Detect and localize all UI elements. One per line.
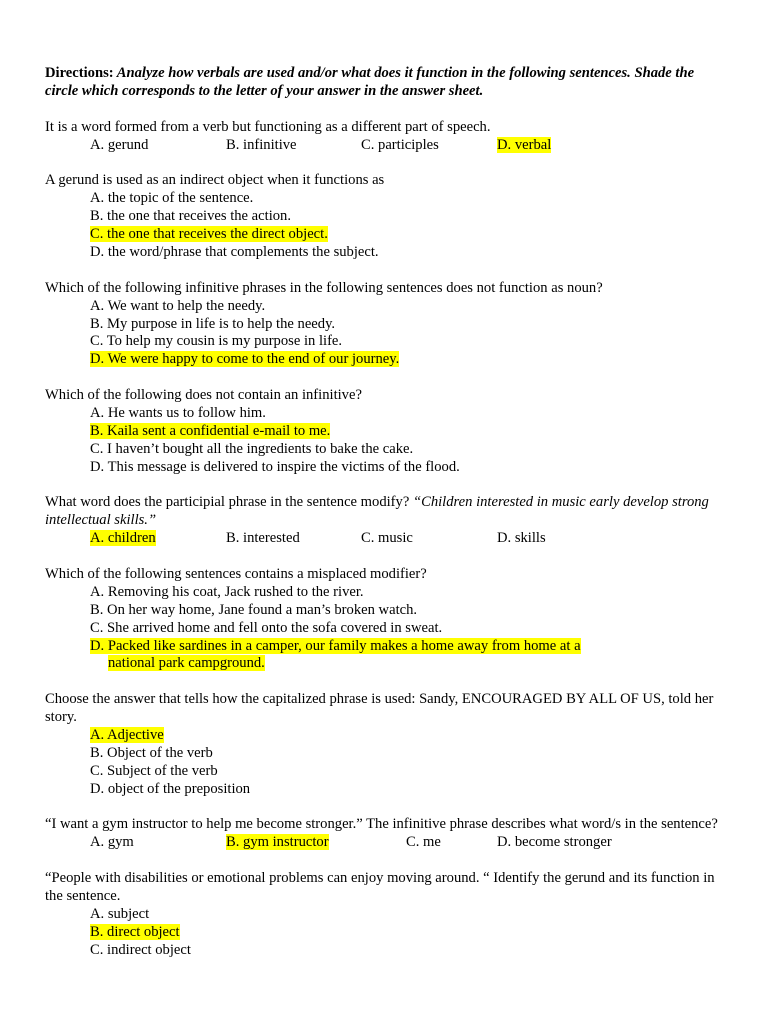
- question-text: Which of the following sentences contains a misplaced modifier?: [45, 565, 427, 582]
- question-text: “I want a gym instructor to help me become stronger.” The infinitive phrase describes what word/s in the sentence?: [45, 816, 718, 833]
- option-c: C. me: [406, 834, 441, 851]
- option-a: A. gerund: [90, 136, 149, 153]
- option-c: C. She arrived home and fell onto the sofa covered in sweat.: [90, 619, 443, 636]
- option-b: B. On her way home, Jane found a man’s broken watch.: [90, 601, 418, 618]
- option-c: C. To help my cousin is my purpose in life.: [90, 333, 343, 350]
- directions: [45, 65, 725, 101]
- question-prompt: What word does the participial phrase in the sentence modify?: [45, 494, 413, 511]
- question-1: [45, 119, 725, 155]
- option-b: B. Object of the verb: [90, 744, 213, 761]
- question-text: Choose the answer that tells how the capitalized phrase is used: Sandy, ENCOURAGED BY ALL OF US, told her story.: [45, 691, 714, 726]
- question-6: [45, 566, 725, 673]
- option-d: D. object of the preposition: [90, 780, 251, 797]
- question-2: [45, 172, 725, 262]
- option-a-answer: A. children: [90, 530, 156, 547]
- question-5: [45, 494, 725, 548]
- question-text: Which of the following does not contain an infinitive?: [45, 387, 362, 404]
- option-d: D. the word/phrase that complements the subject.: [90, 244, 379, 261]
- options-list: [45, 298, 725, 370]
- question-9: [45, 870, 725, 960]
- question-text: It is a word formed from a verb but functioning as a different part of speech.: [45, 118, 491, 135]
- options-list: [45, 405, 725, 477]
- option-b: B. interested: [226, 530, 300, 547]
- options-row: [45, 834, 725, 852]
- option-a-answer: A. Adjective: [90, 726, 164, 743]
- option-b: B. the one that receives the action.: [90, 208, 291, 225]
- options-row: [45, 530, 725, 548]
- option-a: A. gym: [90, 834, 134, 851]
- option-b: B. infinitive: [226, 136, 297, 153]
- option-a: A. the topic of the sentence.: [90, 190, 254, 207]
- question-text: A gerund is used as an indirect object when it functions as: [45, 172, 385, 189]
- option-b-answer: B. direct object: [90, 923, 180, 940]
- question-7: [45, 691, 725, 798]
- option-d-answer: D. verbal: [497, 136, 552, 153]
- option-b: B. My purpose in life is to help the needy.: [90, 315, 336, 332]
- options-list: [45, 906, 725, 960]
- directions-label: Directions:: [45, 65, 114, 81]
- question-text: Which of the following infinitive phrases in the following sentences does not function as noun?: [45, 279, 603, 296]
- question-quote: “Children interested in music early develop strong intellectual skills.”: [45, 494, 709, 529]
- question-text: “People with disabilities or emotional problems can enjoy moving around. “ Identify the gerund and its function in the sentence.: [45, 869, 715, 904]
- question-text: [45, 494, 725, 530]
- option-c: C. I haven’t bought all the ingredients to bake the cake.: [90, 440, 414, 457]
- question-8: [45, 816, 725, 852]
- directions-text: Analyze how verbals are used and/or what does it function in the following sentences. Shade the circle which corresponds to the letter of your answer in the answer sheet.: [45, 65, 695, 99]
- options-list: [45, 190, 725, 262]
- question-4: [45, 387, 725, 477]
- option-d-answer: D. Packed like sardines in a camper, our family makes a home away from home at a national park campground.: [90, 637, 581, 672]
- option-c-answer: C. the one that receives the direct object.: [90, 226, 328, 243]
- option-d: D. This message is delivered to inspire the victims of the flood.: [90, 458, 460, 475]
- option-a: A. We want to help the needy.: [90, 297, 266, 314]
- options-row: [45, 137, 725, 155]
- option-b-answer: B. Kaila sent a confidential e-mail to me.: [90, 422, 331, 439]
- option-d: D. skills: [497, 530, 546, 547]
- option-a: A. He wants us to follow him.: [90, 404, 266, 421]
- option-b-answer: B. gym instructor: [226, 834, 329, 851]
- option-d-answer: D. We were happy to come to the end of our journey.: [90, 351, 400, 368]
- options-list: [45, 727, 725, 799]
- option-a: A. Removing his coat, Jack rushed to the river.: [90, 583, 364, 600]
- option-c: C. indirect object: [90, 941, 191, 958]
- option-a: A. subject: [90, 905, 150, 922]
- question-3: [45, 280, 725, 370]
- option-c: C. music: [361, 530, 413, 547]
- option-d: D. become stronger: [497, 834, 612, 851]
- option-c: C. participles: [361, 136, 439, 153]
- worksheet-page: [45, 65, 725, 977]
- option-c: C. Subject of the verb: [90, 762, 218, 779]
- options-list: [45, 584, 725, 674]
